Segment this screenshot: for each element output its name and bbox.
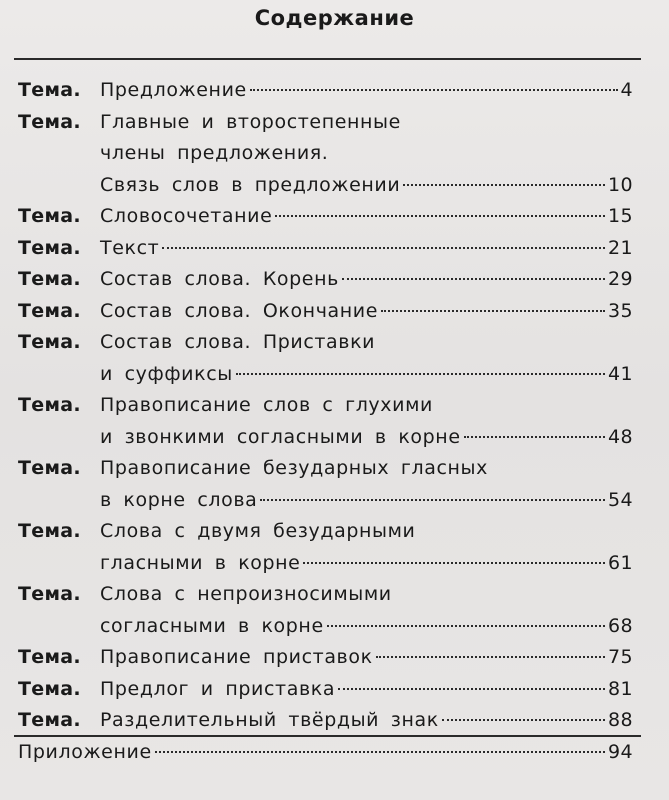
toc-entry-title: Правописание слов с глухими [100,394,433,416]
topic-label: Тема. [18,331,81,353]
toc-page-number: 81 [608,677,633,700]
toc-page-number: 75 [608,646,633,668]
appendix-page-number: 94 [608,740,633,763]
appendix-title: Приложение [18,740,152,763]
toc-page-number: 10 [608,173,633,196]
toc-page-number: 21 [608,236,633,259]
toc-entry-row [18,361,633,387]
toc-entry-title: Состав слова. Корень [100,268,339,290]
toc-entry-title: согласными в корне [100,614,324,637]
topic-label: Тема. [18,110,81,133]
dot-leader [327,623,605,627]
dot-leader [250,87,618,91]
toc-entry-title: Правописание приставок [100,646,373,668]
page-title: Содержание [254,6,415,30]
toc-page-number: 61 [608,551,633,574]
toc-entry-row [18,109,633,135]
toc-entry-row [18,644,633,670]
toc-entry-row [18,518,633,544]
toc-entry-title: Главные и второстепенные [100,110,401,133]
toc-entry-row [18,235,633,261]
topic-label: Тема. [18,583,81,605]
toc-appendix-row [18,739,633,765]
toc-entry-title: гласными в корне [100,551,301,574]
toc-page-number: 48 [608,425,633,448]
toc-entry-row [18,550,633,576]
topic-label: Тема. [18,299,81,322]
toc-entry-row [18,266,633,292]
toc-entry-title: в корне слова [100,488,258,511]
toc-entry-row [18,392,633,418]
topic-label: Тема. [18,268,81,290]
toc-page-number: 29 [608,268,633,290]
topic-label: Тема. [18,677,81,700]
toc-entry-title: Состав слова. Приставки [100,331,376,353]
toc-entry-row [18,298,633,324]
dot-leader [275,213,605,217]
toc-page-number: 4 [620,79,633,101]
toc-entry-title: Состав слова. Окончание [100,299,379,322]
dot-leader [442,717,605,721]
bottom-divider [14,735,641,737]
topic-label: Тема. [18,236,81,259]
toc-entry-title: Предлог и приставка [100,677,336,700]
toc-entry-title: Слова с непроизносимыми [100,583,392,605]
topic-label: Тема. [18,79,81,101]
topic-label: Тема. [18,520,81,542]
toc-entry-row [18,487,633,513]
toc-entry-row [18,676,633,702]
dot-leader [162,245,605,249]
toc-page-number: 54 [608,488,633,511]
toc-page-number: 35 [608,299,633,322]
toc-entry-row [18,707,633,733]
dot-leader [260,497,605,501]
topic-label: Тема. [18,205,81,227]
topic-label: Тема. [18,457,81,479]
toc-entry-row [18,77,633,103]
toc-entry-title: и суффиксы [100,362,233,385]
toc-entry-title: и звонкими согласными в корне [100,425,461,448]
toc-entry-title: Разделительный твёрдый знак [100,709,439,731]
dot-leader [464,434,605,438]
toc-page-number: 41 [608,362,633,385]
toc-entry-title: Словосочетание [100,205,273,227]
topic-label: Тема. [18,394,81,416]
toc-entry-row [18,140,633,166]
toc-entry-title: Слова с двумя безударными [100,520,416,542]
dot-leader [236,371,605,375]
dot-leader [303,560,605,564]
dot-leader [381,308,605,312]
dot-leader [403,182,605,186]
toc-page-number: 68 [608,614,633,637]
toc-entry-row [18,172,633,198]
dot-leader [342,276,605,280]
toc-entry-row [18,455,633,481]
dot-leader [338,686,605,690]
toc-page-number: 88 [608,709,633,731]
toc-page-number: 15 [608,205,633,227]
topic-label: Тема. [18,709,81,731]
toc-entry-row [18,329,633,355]
toc-entry-title: Текст [100,236,160,259]
toc-entry-row [18,613,633,639]
toc-entry-title: члены предложения. [100,142,329,164]
dot-leader [155,749,605,753]
toc-entry-title: Связь слов в предложении [100,173,401,196]
toc-entry-row [18,424,633,450]
toc-entry-title: Предложение [100,79,247,101]
toc-entry-title: Правописание безударных гласных [100,457,488,479]
dot-leader [376,654,605,658]
toc-entry-row [18,581,633,607]
topic-label: Тема. [18,646,81,668]
toc-entry-row [18,203,633,229]
